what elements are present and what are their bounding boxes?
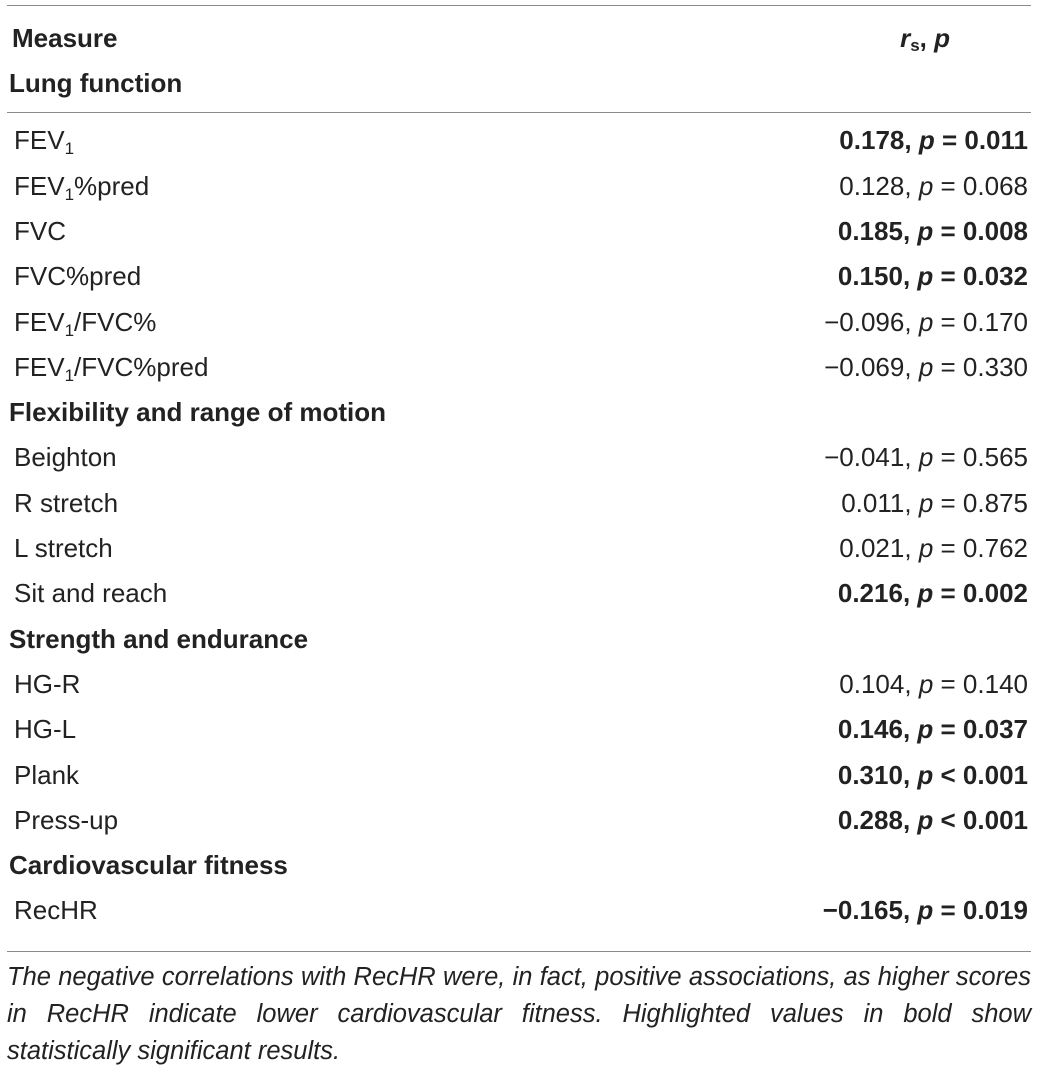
significant-correlation-value: 0.310, p < 0.001 <box>837 759 1028 790</box>
p-symbol: p <box>918 533 934 563</box>
p-symbol: p <box>917 804 934 835</box>
p-value: = 0.002 <box>940 578 1028 609</box>
table-row <box>0 300 1040 345</box>
p-symbol: p <box>934 23 950 53</box>
measure-name-main: FVC%pred <box>14 261 142 292</box>
measure-name-main: HG-L <box>14 714 77 745</box>
significant-correlation-value: 0.146, p = 0.037 <box>837 714 1028 745</box>
correlation-value: 0.011, p = 0.875 <box>841 487 1028 518</box>
r-symbol: r <box>900 23 911 53</box>
rs-value: −0.096 <box>824 306 905 337</box>
bottom-rule <box>7 951 1031 952</box>
section-title: Flexibility and range of motion <box>9 397 387 428</box>
table-row <box>0 888 1040 933</box>
measure-name <box>14 707 76 752</box>
section-header-row <box>0 843 1040 888</box>
correlation-value: 0.128, p = 0.068 <box>839 170 1028 201</box>
measure-name-main: L stretch <box>14 533 113 563</box>
measure-column-header: Measure <box>12 23 118 53</box>
section-title: Strength and endurance <box>9 623 309 654</box>
table-row <box>0 662 1040 707</box>
correlation-value: −0.041, p = 0.565 <box>824 442 1028 473</box>
measure-suffix: %pred <box>74 170 150 201</box>
measure-name-main: Press-up <box>14 804 119 835</box>
top-rule <box>7 5 1031 6</box>
section-header-row <box>0 390 1040 435</box>
table-row <box>0 435 1040 480</box>
rs-value: 0.150 <box>837 261 903 292</box>
rs-value: 0.021 <box>839 533 905 563</box>
p-value: = 0.019 <box>940 895 1028 926</box>
measure-name <box>14 300 156 345</box>
measure-name-main: FEV <box>14 351 65 382</box>
p-value: = 0.875 <box>940 487 1028 518</box>
measure-name-main: RecHR <box>14 895 98 926</box>
measure-name <box>14 118 74 163</box>
measure-name-main: Plank <box>14 759 80 790</box>
measure-name <box>14 798 118 843</box>
measure-name <box>14 435 117 480</box>
table-row <box>0 571 1040 616</box>
header-rule <box>7 112 1031 113</box>
p-symbol: p <box>918 442 934 473</box>
measure-name <box>14 254 141 299</box>
rs-value: 0.128 <box>839 170 905 201</box>
rs-value: 0.310 <box>837 759 903 790</box>
measure-subscript: 1 <box>64 320 75 340</box>
table-row <box>0 526 1040 571</box>
measure-name-main: FVC <box>14 215 66 246</box>
measure-name <box>14 164 149 209</box>
measure-name <box>14 571 167 616</box>
p-value: = 0.330 <box>940 351 1028 382</box>
significant-correlation-value: 0.185, p = 0.008 <box>837 215 1028 246</box>
table-row <box>0 164 1040 209</box>
table-footnote: The negative correlations with RecHR were, in fact, positive associations, as higher scores in RecHR indicate lower cardiovascular fitness. Highlighted values in bold show statistically significant results. <box>7 963 1031 1065</box>
table-header-row <box>0 16 1040 61</box>
p-value: = 0.011 <box>941 125 1028 156</box>
measure-name <box>14 888 98 933</box>
section-header-row <box>0 61 1040 106</box>
p-value: = 0.037 <box>940 714 1028 745</box>
table-row <box>0 753 1040 798</box>
correlation-value: −0.069, p = 0.330 <box>824 351 1028 382</box>
p-symbol: p <box>917 578 934 609</box>
rs-value: 0.011 <box>841 487 905 518</box>
table-row <box>0 481 1040 526</box>
measure-subscript: 1 <box>64 365 75 385</box>
measure-subscript: 1 <box>64 139 75 159</box>
p-value: = 0.762 <box>940 533 1028 563</box>
rs-value: −0.165 <box>822 895 903 926</box>
p-symbol: p <box>917 895 934 926</box>
p-value: < 0.001 <box>940 804 1028 835</box>
p-symbol: p <box>918 306 934 337</box>
measure-subscript: 1 <box>64 184 75 204</box>
p-symbol: p <box>917 714 934 745</box>
p-symbol: p <box>918 170 934 201</box>
measure-name <box>14 662 80 707</box>
p-symbol: p <box>918 351 934 382</box>
table-row <box>0 118 1040 163</box>
p-symbol: p <box>918 668 934 699</box>
correlation-value: 0.021, p = 0.762 <box>839 533 1028 563</box>
measure-name <box>14 753 79 798</box>
p-symbol: p <box>917 261 934 292</box>
table-row <box>0 254 1040 299</box>
significant-correlation-value: −0.165, p = 0.019 <box>822 895 1028 926</box>
rs-value: −0.041 <box>824 442 905 473</box>
p-value: = 0.140 <box>940 668 1028 699</box>
measure-name-main: Sit and reach <box>14 578 168 609</box>
table-row <box>0 798 1040 843</box>
measure-name-main: FEV <box>14 170 65 201</box>
measure-name <box>14 209 66 254</box>
rs-value: 0.146 <box>837 714 903 745</box>
table-row <box>0 345 1040 390</box>
section-title: Lung function <box>9 68 183 98</box>
table-row <box>0 707 1040 752</box>
measure-name <box>14 526 113 571</box>
significant-correlation-value: 0.216, p = 0.002 <box>837 578 1028 609</box>
measure-name-main: Beighton <box>14 442 117 473</box>
rs-value: 0.185 <box>837 215 903 246</box>
p-value: = 0.068 <box>940 170 1028 201</box>
measure-suffix: /FVC%pred <box>74 351 209 382</box>
measure-name-main: HG-R <box>14 668 81 699</box>
header-separator: , <box>919 23 935 53</box>
table-row <box>0 209 1040 254</box>
rs-value: 0.104 <box>839 668 905 699</box>
p-value: = 0.032 <box>940 261 1028 292</box>
p-value: < 0.001 <box>940 759 1028 790</box>
correlation-value: −0.096, p = 0.170 <box>824 306 1028 337</box>
section-title: Cardiovascular fitness <box>9 850 288 881</box>
significant-correlation-value: 0.288, p < 0.001 <box>837 804 1028 835</box>
p-symbol: p <box>917 759 934 790</box>
section-header-row <box>0 617 1040 662</box>
p-symbol: p <box>918 125 935 156</box>
significant-correlation-value: 0.178, p = 0.011 <box>839 125 1028 156</box>
p-symbol: p <box>918 487 934 518</box>
p-symbol: p <box>917 215 934 246</box>
measure-suffix: /FVC% <box>74 306 157 337</box>
measure-name-main: FEV <box>14 306 65 337</box>
measure-name <box>14 345 208 390</box>
s-subscript: s <box>910 36 920 55</box>
measure-name-main: FEV <box>14 125 65 156</box>
rs-value: 0.216 <box>837 578 903 609</box>
rs-value: 0.178 <box>839 125 905 156</box>
p-value: = 0.565 <box>940 442 1028 473</box>
p-value: = 0.008 <box>940 215 1028 246</box>
measure-name-main: R stretch <box>14 487 119 518</box>
correlation-value: 0.104, p = 0.140 <box>839 668 1028 699</box>
measure-name <box>14 481 118 526</box>
rs-value: 0.288 <box>837 804 903 835</box>
p-value: = 0.170 <box>940 306 1028 337</box>
rs-value: −0.069 <box>824 351 905 382</box>
significant-correlation-value: 0.150, p = 0.032 <box>837 261 1028 292</box>
